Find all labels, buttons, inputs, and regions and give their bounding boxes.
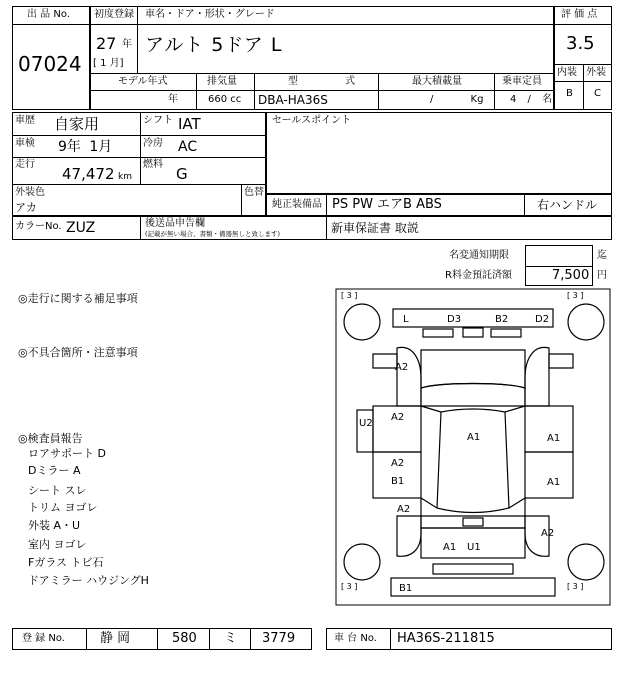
wheel-rear-left (344, 544, 380, 580)
max-load: / Kg (430, 94, 484, 105)
recycle-unit: 円 (597, 270, 607, 281)
warranty-value: 新車保証書 取説 (331, 221, 419, 235)
equipment-value: PS PW エアB ABS (332, 197, 442, 212)
inspector-line: Fガラス トビ石 (28, 556, 104, 569)
model-year-label: モデル年式 (118, 76, 168, 87)
name-change-unit: 迄 (597, 250, 607, 261)
score-value: 3.5 (566, 33, 595, 54)
inspector-line: シート スレ (28, 484, 87, 497)
color-no-box (12, 216, 612, 240)
first-registration-month: [ 1 月] (93, 58, 124, 69)
displacement: 660 cc (208, 94, 242, 105)
inspector-line: 外装 A・U (28, 519, 81, 532)
cooler-value: AC (178, 139, 198, 155)
wheel-front-left (344, 304, 380, 340)
color-change-label: 色替 (244, 187, 264, 198)
history-label: 車歴 (15, 115, 35, 126)
roof (437, 409, 509, 513)
inspector-line: ロアサポート D (28, 447, 106, 460)
fuel-value: G (176, 165, 188, 183)
cooler-label: 冷房 (143, 138, 163, 149)
defects-notes-title: ◎不具合箇所・注意事項 (18, 346, 138, 359)
mark-label: A1 (547, 477, 561, 488)
sales-point-label: セールスポイント (272, 115, 352, 126)
corner-label-tl: [ 3 ] (341, 291, 358, 300)
inspection-value: 9年 1月 (58, 139, 113, 155)
mark-label: L (403, 314, 409, 325)
front-bumper (393, 309, 553, 327)
displacement-label: 排気量 (207, 76, 237, 87)
first-registration-label: 初度登録 (94, 9, 134, 20)
mark-label: B2 (495, 314, 509, 325)
name-change-box (525, 245, 593, 267)
door-rear-right (525, 452, 573, 498)
rear-bumper (391, 578, 555, 596)
inspector-line: トリム ヨゴレ (28, 501, 98, 514)
mark-label: A1 (467, 432, 481, 443)
color-no-value: ZUZ (66, 220, 96, 236)
model-name: アルト 5ドア L (145, 34, 283, 56)
aftersend-note: (記載が無い場合、書類・備器無しと致します) (145, 230, 281, 238)
inspector-line: Dミラー A (28, 464, 81, 477)
year-unit: 年 (122, 39, 132, 50)
door-front-right (525, 406, 573, 452)
mark-label: B1 (399, 583, 413, 594)
interior-grade: B (566, 88, 573, 99)
exterior-color: アカ (15, 201, 37, 214)
mark-label: A2 (395, 362, 409, 373)
inspector-line: ドアミラー ハウジングH (28, 574, 149, 587)
corner-label-tr: [ 3 ] (567, 291, 584, 300)
registration-region: 静 岡 (100, 631, 131, 646)
recycle-value: 7,500 (552, 268, 590, 283)
handle-value: 右ハンドル (537, 198, 598, 212)
capacity-label: 乗車定員 (502, 76, 542, 87)
inspector-line: 室内 ヨゴレ (28, 538, 87, 551)
mark-label: A2 (541, 528, 555, 539)
mark-label: A2 (391, 458, 405, 469)
history-value: 自家用 (54, 115, 100, 133)
registration-kana: ミ (224, 631, 238, 646)
capacity: 4 / 名 (510, 94, 553, 105)
exterior-grade-label: 外装 (586, 67, 606, 78)
details-left-box (12, 112, 266, 216)
aftersend-label: 後送品申告欄 (145, 218, 205, 229)
vehicle-name-label: 車名・ドア・形状・グレード (145, 9, 275, 20)
car-damage-diagram (335, 288, 611, 606)
type-value: DBA-HA36S (258, 93, 328, 107)
registration-label: 登 録 No. (22, 633, 65, 644)
wheel-front-right (568, 304, 604, 340)
recycle-label: R料金預託済額 (445, 270, 512, 281)
mileage-value: 47,472 (62, 165, 115, 183)
score-label: 評 価 点 (561, 9, 598, 20)
mark-label: A2 (391, 412, 405, 423)
mark-label: A2 (397, 504, 411, 515)
mark-label: U1 (467, 542, 481, 553)
max-load-label: 最大積載量 (412, 76, 462, 87)
equipment-label: 純正装備品 (272, 199, 322, 210)
wheel-rear-right (568, 544, 604, 580)
exterior-grade: C (594, 88, 601, 99)
mark-label: A1 (443, 542, 457, 553)
mark-label: U2 (359, 418, 373, 429)
mark-label: B1 (391, 476, 405, 487)
chassis-number: HA36S-211815 (397, 631, 495, 646)
corner-label-bl: [ 3 ] (341, 582, 358, 591)
mileage-label: 走行 (15, 159, 35, 170)
shift-label: シフト (143, 115, 173, 126)
mark-label: D2 (535, 314, 550, 325)
inspection-label: 車検 (15, 138, 35, 149)
registration-class: 580 (172, 631, 197, 646)
shift-value: IAT (178, 115, 201, 133)
lot-number-label: 出 品 No. (27, 9, 70, 20)
mark-label: D3 (447, 314, 462, 325)
inspector-report-title: ◎検査員報告 (18, 432, 83, 445)
type-label-2: 式 (345, 76, 355, 87)
corner-label-br: [ 3 ] (567, 582, 584, 591)
driving-notes-title: ◎走行に関する補足事項 (18, 292, 138, 305)
type-label: 型 (288, 76, 298, 87)
interior-grade-label: 内装 (557, 67, 577, 78)
name-change-label: 名変通知期限 (449, 250, 509, 261)
fuel-label: 燃料 (143, 159, 163, 170)
registration-number: 3779 (262, 631, 296, 646)
lot-number: 07024 (18, 52, 82, 76)
mark-label: A1 (547, 433, 561, 444)
mileage-unit: km (118, 172, 132, 182)
chassis-label: 車 台 No. (334, 633, 377, 644)
first-registration-year: 27 (96, 34, 117, 53)
model-year-unit: 年 (168, 94, 178, 105)
exterior-color-label: 外装色 (15, 187, 45, 198)
color-no-label: カラーNo. (15, 221, 62, 232)
hood (421, 350, 525, 388)
